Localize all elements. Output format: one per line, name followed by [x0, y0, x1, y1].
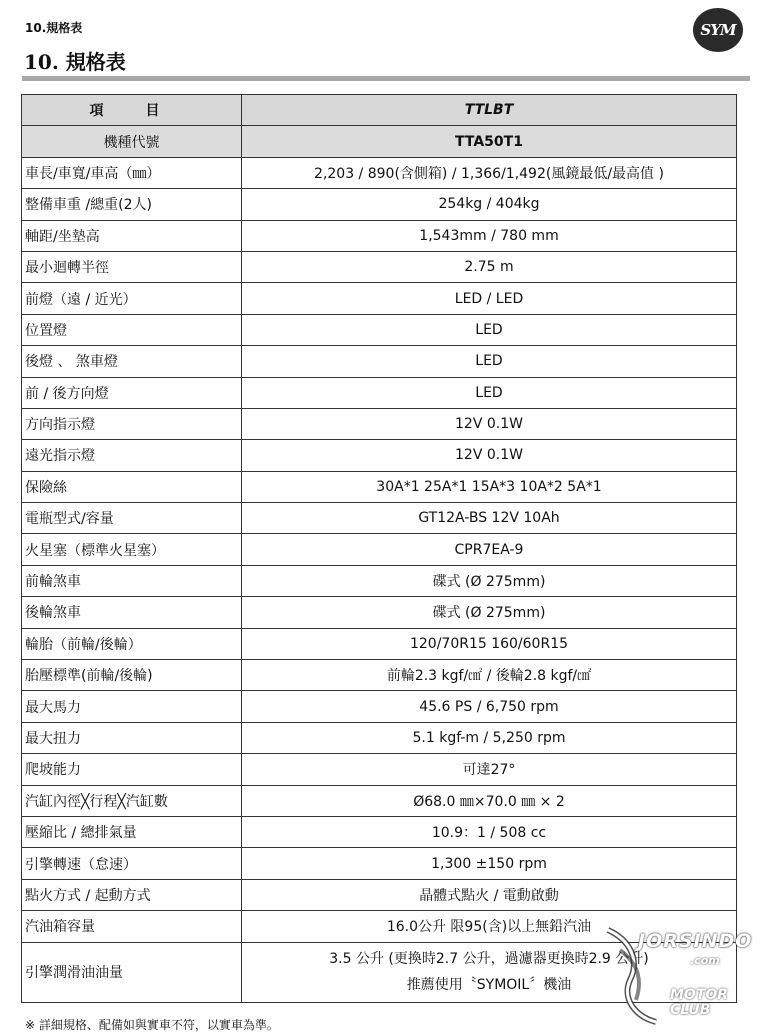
spec-row — [22, 565, 737, 596]
spec-value: LED / LED — [242, 283, 737, 314]
spec-row — [22, 754, 737, 785]
spec-row — [22, 879, 737, 910]
spec-label: 方向指示燈 — [22, 408, 242, 439]
spec-value: GT12A-BS 12V 10Ah — [242, 503, 737, 534]
spec-value: LED — [242, 314, 737, 345]
spec-row — [22, 534, 737, 565]
spec-row — [22, 377, 737, 408]
spec-label: 車長/車寬/車高（㎜） — [22, 157, 242, 188]
title-divider — [22, 76, 750, 81]
spec-row — [22, 408, 737, 439]
table-header-row — [22, 95, 737, 126]
sym-logo: SYM — [693, 8, 743, 52]
spec-label: 爬坡能力 — [22, 754, 242, 785]
spec-value: 16.0公升 限95(含)以上無鉛汽油 — [242, 911, 737, 942]
spec-label: 整備車重 /總重(2人) — [22, 189, 242, 220]
spec-row — [22, 440, 737, 471]
spec-row — [22, 314, 737, 345]
spec-label: 汽缸內徑╳行程╳汽缸數 — [22, 785, 242, 816]
oil-value — [242, 942, 737, 1002]
oil-recommendation-text: 推薦使用〝SYMOIL〞機油 — [406, 977, 572, 994]
spec-row — [22, 251, 737, 282]
spec-label: 遠光指示燈 — [22, 440, 242, 471]
spec-value: 前輪2.3 kgf/㎠ / 後輪2.8 kgf/㎠ — [242, 660, 737, 691]
spec-value: 1,543mm / 780 mm — [242, 220, 737, 251]
spec-value: LED — [242, 346, 737, 377]
spec-value: 254kg / 404kg — [242, 189, 737, 220]
spec-label: 輪胎（前輪/後輪） — [22, 628, 242, 659]
footnote: ※ 詳細規格、配備如與實車不符，以實車為準。 — [25, 1018, 279, 1032]
spec-label: 胎壓標準(前輪/後輪) — [22, 660, 242, 691]
spec-value: 10.9：1 / 508 cc — [242, 816, 737, 847]
watermark-club: MOTOR CLUB — [670, 987, 729, 1018]
spec-value: 碟式 (Ø 275mm) — [242, 565, 737, 596]
spec-value: 120/70R15 160/60R15 — [242, 628, 737, 659]
oil-label: 引擎潤滑油油量 — [22, 942, 242, 1002]
spec-value: CPR7EA-9 — [242, 534, 737, 565]
spec-value: LED — [242, 377, 737, 408]
spec-label: 保險絲 — [22, 471, 242, 502]
spec-row-oil — [22, 942, 737, 1002]
model-code-value: TTA50T1 — [242, 126, 737, 157]
spec-label: 位置燈 — [22, 314, 242, 345]
spec-value: 12V 0.1W — [242, 408, 737, 439]
spec-label: 前輪煞車 — [22, 565, 242, 596]
spec-row — [22, 628, 737, 659]
spec-label: 電瓶型式/容量 — [22, 503, 242, 534]
spec-label: 點火方式 / 起動方式 — [22, 879, 242, 910]
spec-row — [22, 157, 737, 188]
spec-label: 前 / 後方向燈 — [22, 377, 242, 408]
model-code-label: 機種代號 — [22, 126, 242, 157]
section-label: 10.規格表 — [25, 21, 83, 35]
spec-value: 45.6 PS / 6,750 rpm — [242, 691, 737, 722]
spec-label: 最大扭力 — [22, 722, 242, 753]
spec-row — [22, 189, 737, 220]
spec-value: 晶體式點火 / 電動啟動 — [242, 879, 737, 910]
spec-label: 後輪煞車 — [22, 597, 242, 628]
spec-label: 火星塞（標準火星塞） — [22, 534, 242, 565]
spec-value: 2.75 m — [242, 251, 737, 282]
page-title: 10. 規格表 — [24, 50, 126, 74]
spec-row — [22, 848, 737, 879]
spec-row — [22, 722, 737, 753]
spec-label: 最小迴轉半徑 — [22, 251, 242, 282]
model-code-row — [22, 126, 737, 157]
spec-row — [22, 597, 737, 628]
spec-row — [22, 816, 737, 847]
spec-row — [22, 911, 737, 942]
spec-row — [22, 283, 737, 314]
oil-capacity-text: 3.5 公升 (更換時2.7 公升，過濾器更換時2.9 公升) — [329, 951, 649, 968]
spec-label: 前燈（遠 / 近光） — [22, 283, 242, 314]
spec-label: 壓縮比 / 總排氣量 — [22, 816, 242, 847]
spec-label: 最大馬力 — [22, 691, 242, 722]
spec-value: 可達27° — [242, 754, 737, 785]
watermark-text: JORSINDO — [638, 930, 753, 952]
header-item-cell: 項 目 — [22, 95, 242, 126]
watermark-domain: .com — [690, 954, 720, 967]
spec-row — [22, 503, 737, 534]
spec-value: 碟式 (Ø 275mm) — [242, 597, 737, 628]
spec-row — [22, 346, 737, 377]
spec-row — [22, 220, 737, 251]
spec-value: Ø68.0 ㎜×70.0 ㎜ × 2 — [242, 785, 737, 816]
spec-label: 軸距/坐墊高 — [22, 220, 242, 251]
spec-value: 1,300 ±150 rpm — [242, 848, 737, 879]
spec-value: 30A*1 25A*1 15A*3 10A*2 5A*1 — [242, 471, 737, 502]
spec-label: 汽油箱容量 — [22, 911, 242, 942]
spec-value: 12V 0.1W — [242, 440, 737, 471]
spec-row — [22, 471, 737, 502]
spec-row — [22, 785, 737, 816]
spec-value: 5.1 kgf-m / 5,250 rpm — [242, 722, 737, 753]
spec-row — [22, 660, 737, 691]
spec-table — [21, 94, 737, 1003]
spec-value: 2,203 / 890(含側箱) / 1,366/1,492(風鏡最低/最高值 ) — [242, 157, 737, 188]
header-model-cell: TTLBT — [242, 95, 737, 126]
spec-label: 後燈 、 煞車燈 — [22, 346, 242, 377]
spec-label: 引擎轉速（怠速） — [22, 848, 242, 879]
spec-row — [22, 691, 737, 722]
